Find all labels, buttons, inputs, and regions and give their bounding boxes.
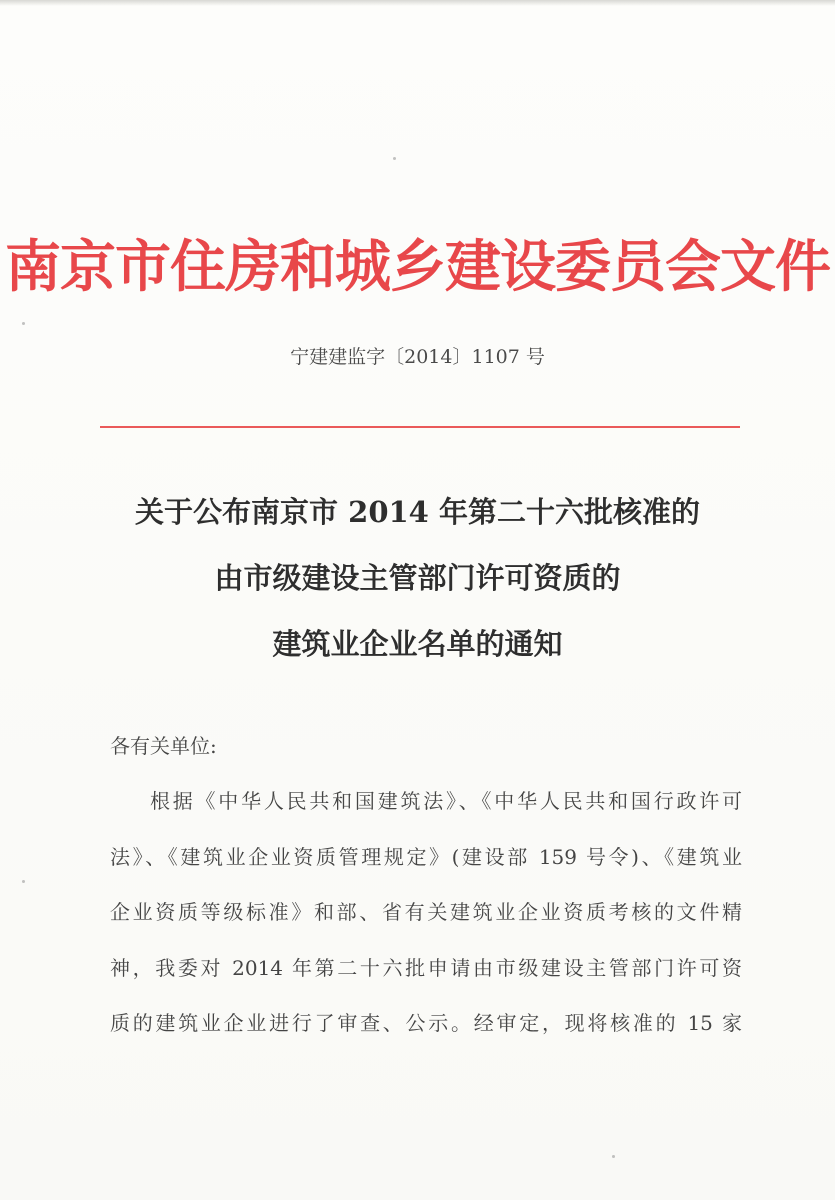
- scan-speck: [22, 880, 25, 883]
- notice-title-line-3: 建筑业企业名单的通知: [272, 627, 563, 661]
- body-paragraph-line: 质的建筑业企业进行了审查、公示。经审定，现将核准的 15 家: [110, 1011, 742, 1035]
- body-paragraph-line: 根据《中华人民共和国建筑法》、《中华人民共和国行政许可: [150, 789, 742, 813]
- issuing-authority-title: 南京市住房和城乡建设委员会文件: [5, 235, 830, 300]
- notice-title-line-1: 关于公布南京市 2014 年第二十六批核准的: [135, 495, 700, 529]
- scan-speck: [612, 1155, 615, 1158]
- salutation: 各有关单位:: [110, 734, 217, 758]
- scan-speck: [393, 157, 396, 160]
- scan-speck: [22, 322, 25, 325]
- red-separator-line: [100, 426, 740, 428]
- body-paragraph-line: 神，我委对 2014 年第二十六批申请由市级建设主管部门许可资: [110, 956, 742, 980]
- document-number: 宁建建监字〔2014〕1107 号: [290, 346, 545, 368]
- notice-title-line-2: 由市级建设主管部门许可资质的: [214, 561, 621, 595]
- scan-edge-shadow: [0, 0, 835, 6]
- body-paragraph-line: 法》、《建筑业企业资质管理规定》(建设部 159 号令)、《建筑业: [110, 845, 742, 869]
- body-paragraph-line: 企业资质等级标准》和部、省有关建筑业企业资质考核的文件精: [110, 900, 742, 924]
